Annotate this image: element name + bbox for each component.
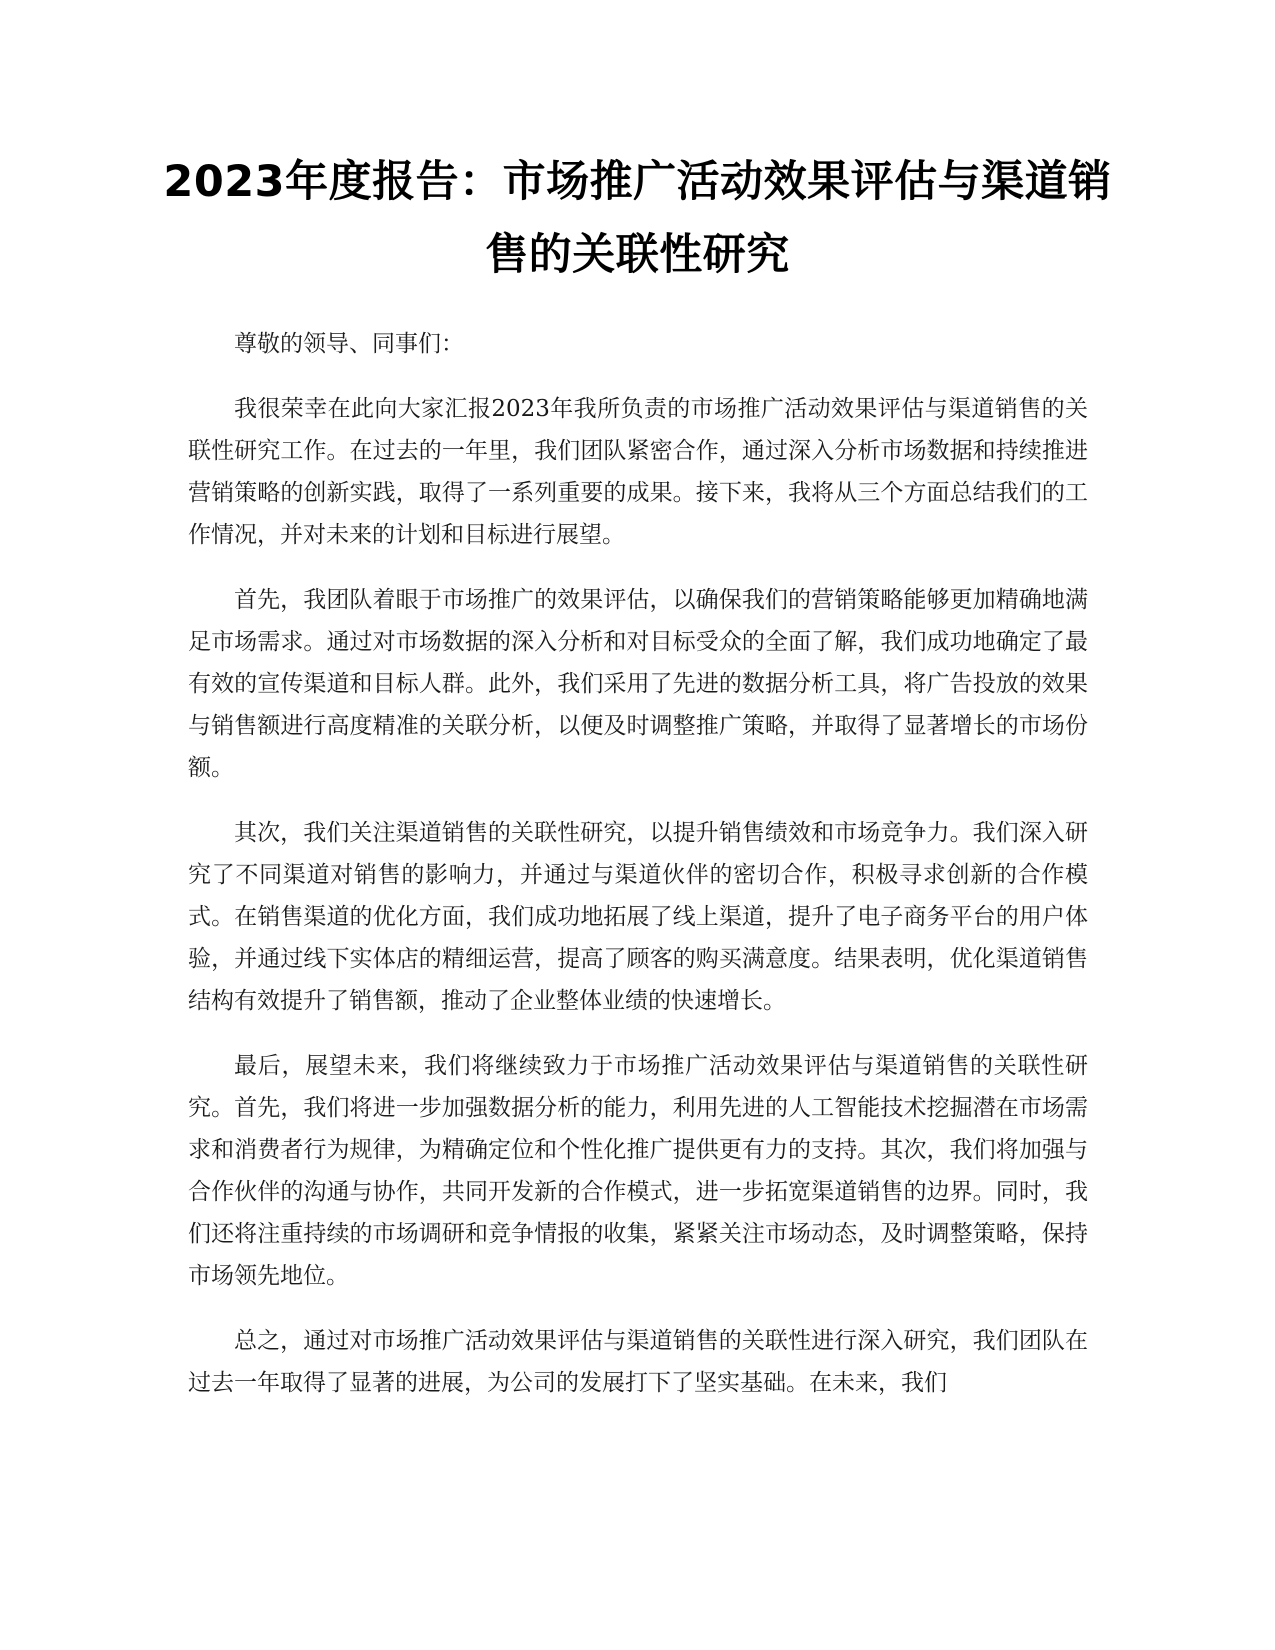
salutation-paragraph: 尊敬的领导、同事们： (234, 331, 464, 357)
document-body (188, 323, 1088, 1427)
body-paragraph-channel-sales: 其次，我们关注渠道销售的关联性研究，以提升销售绩效和市场竞争力。我们深入研究了不同渠道对销售的影响力，并通过与渠道伙伴的密切合作，积极寻求创新的合作模式。在销售渠道的优化方面，我们成功地拓展了线上渠道，提升了电子商务平台的用户体验，并通过线下实体店的精细运营，提高了顾客的购买满意度。结果表明，优化渠道销售结构有效提升了销售额，推动了企业整体业绩的快速增长。 (188, 820, 1088, 1014)
intro-paragraph: 我很荣幸在此向大家汇报2023年我所负责的市场推广活动效果评估与渠道销售的关联性研究工作。在过去的一年里，我们团队紧密合作，通过深入分析市场数据和持续推进营销策略的创新实践，取得了一系列重要的成果。接下来，我将从三个方面总结我们的工作情况，并对未来的计划和目标进行展望。 (188, 396, 1088, 548)
body-paragraph-effect-evaluation: 首先，我团队着眼于市场推广的效果评估，以确保我们的营销策略能够更加精确地满足市场需求。通过对市场数据的深入分析和对目标受众的全面了解，我们成功地确定了最有效的宣传渠道和目标人群。此外，我们采用了先进的数据分析工具，将广告投放的效果与销售额进行高度精准的关联分析，以便及时调整推广策略，并取得了显著增长的市场份额。 (188, 587, 1088, 781)
document-title: 2023年度报告：市场推广活动效果评估与渠道销售的关联性研究 (163, 157, 1112, 280)
body-paragraph-outlook: 最后，展望未来，我们将继续致力于市场推广活动效果评估与渠道销售的关联性研究。首先，我们将进一步加强数据分析的能力，利用先进的人工智能技术挖掘潜在市场需求和消费者行为规律，为精确定位和个性化推广提供更有力的支持。其次，我们将加强与合作伙伴的沟通与协作，共同开发新的合作模式，进一步拓宽渠道销售的边界。同时，我们还将注重持续的市场调研和竞争情报的收集，紧紧关注市场动态，及时调整策略，保持市场领先地位。 (188, 1053, 1088, 1289)
conclusion-paragraph: 总之，通过对市场推广活动效果评估与渠道销售的关联性进行深入研究，我们团队在过去一年取得了显著的进展，为公司的发展打下了坚实基础。在未来，我们 (188, 1328, 1088, 1396)
